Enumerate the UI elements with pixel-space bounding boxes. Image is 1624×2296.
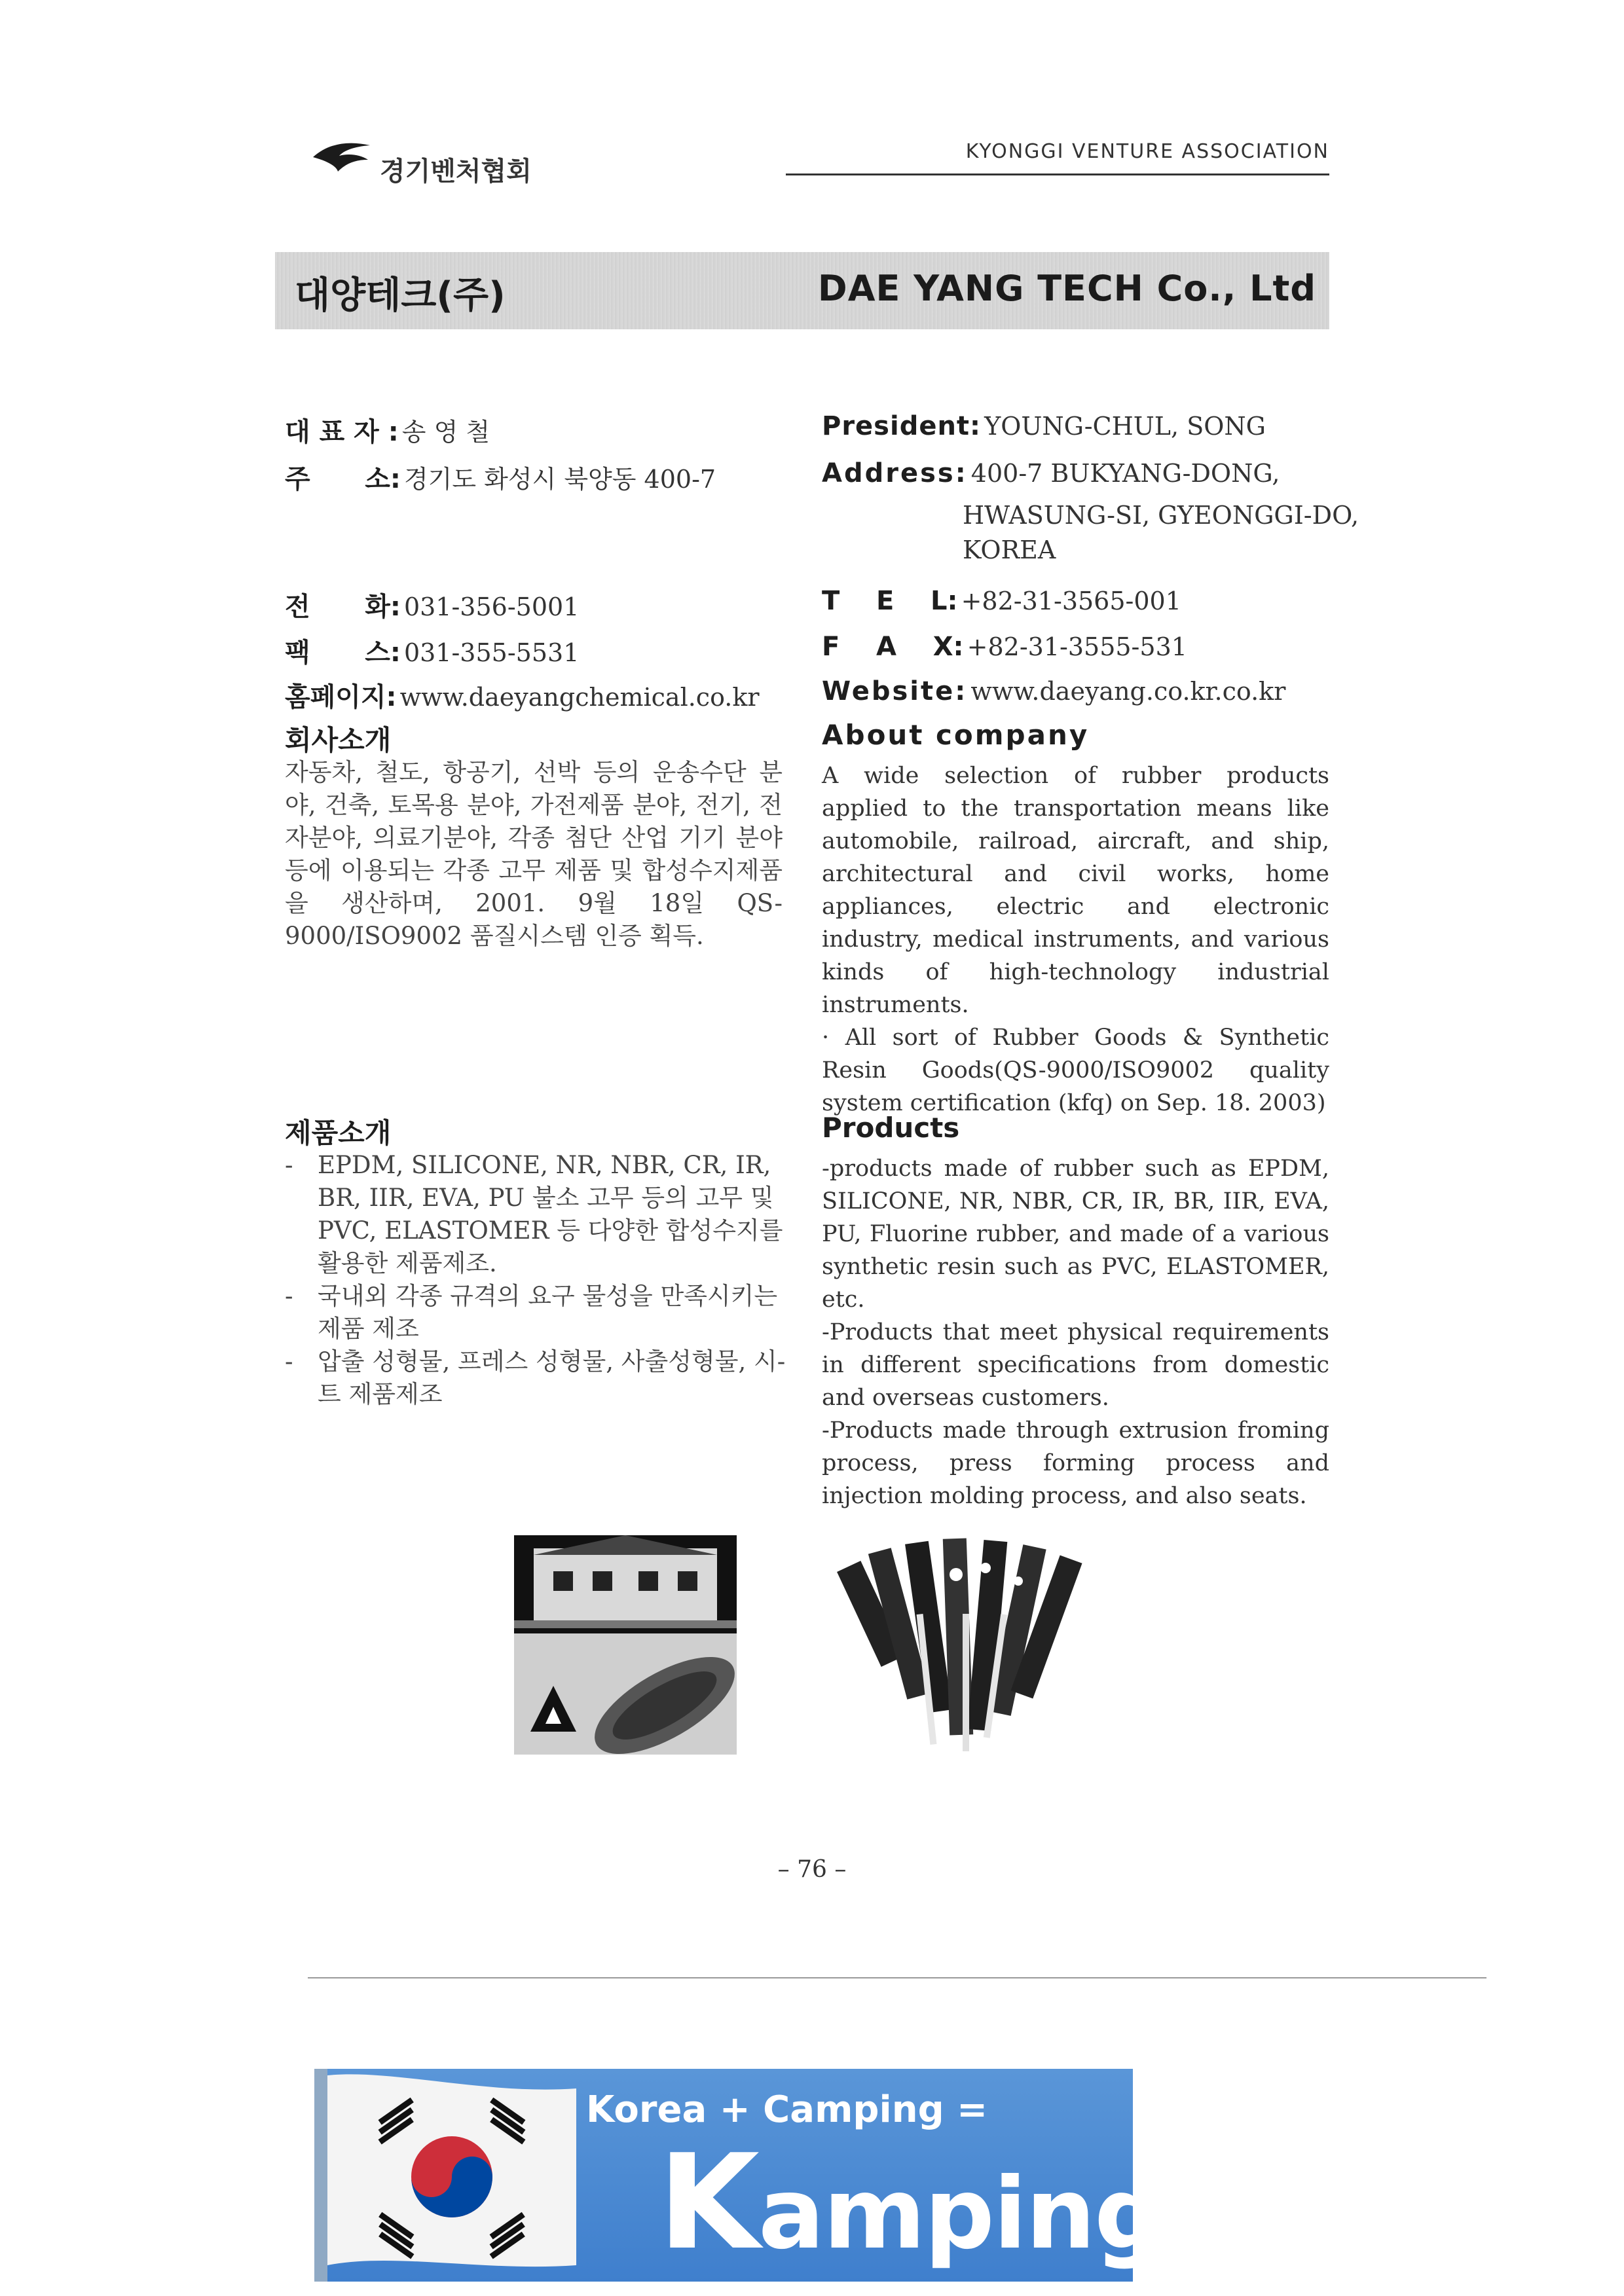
ceo-label: 대 표 자 :: [285, 417, 399, 447]
address-label-en: Address:: [822, 458, 968, 488]
products-list-ko: [285, 1149, 789, 1411]
product-item-en: -Products that meet physical requirements in different specifications from domestic and overseas customers.: [822, 1319, 1329, 1411]
about-paragraph-en-2: · All sort of Rubber Goods & Synthetic Resin Goods(QS-9000/ISO9002 quality system certification (kfq) on Sep. 18. 2003): [822, 1025, 1329, 1116]
company-name-english: DAE YANG TECH Co., Ltd: [817, 268, 1316, 309]
banner-brand-tld: .co.kr: [1163, 2212, 1285, 2257]
fax-row-en: [822, 632, 1187, 662]
swallow-logo-icon: [308, 131, 380, 190]
homepage-value-ko: www.daeyangchemical.co.kr: [399, 683, 760, 712]
address-line3-en: KOREA: [963, 536, 1056, 564]
tel-row-en: [822, 586, 1181, 616]
association-name: KYONGGI VENTURE ASSOCIATION: [965, 140, 1329, 163]
website-label-en: Website:: [822, 676, 968, 706]
company-name-korean: 대양테크(주): [295, 274, 506, 317]
header-rule: [786, 173, 1329, 175]
about-body-ko: [285, 756, 783, 953]
address-row-ko: [285, 458, 716, 496]
address-line1-en: 400-7 BUKYANG-DONG,: [970, 459, 1280, 488]
banner-tagline: Korea + Camping =: [586, 2088, 988, 2131]
kamping-banner[interactable]: [314, 2069, 1285, 2282]
phone-value-ko: 031-356-5001: [403, 592, 580, 621]
about-paragraph-ko: 자동차, 철도, 항공기, 선박 등의 운송수단 분야, 건축, 토목용 분야, 가전제품 분야, 전기, 전자분야, 의료기분야, 각종 첨단 산업 기기 분야 등에 이용되는 각종 고무 제품 및 합성수지제품을 생산하며, 2001. 9월 18일 QS-9000/ISO9002 품질시스템 인증 획득.: [285, 758, 783, 950]
fax-value-ko: 031-355-5531: [403, 638, 580, 667]
president-value: YOUNG-CHUL, SONG: [984, 412, 1266, 441]
fax-value-en: +82-31-3555-531: [967, 632, 1187, 661]
product-item-en: -products made of rubber such as EPDM, SILICONE, NR, NBR, CR, IR, BR, IIR, EVA, PU, Fluorine rubber, and made of a various synthetic resin such as PVC, ELASTOMER, etc.: [822, 1156, 1329, 1313]
banner-brand-rest: amping: [758, 2157, 1164, 2271]
address-line2-en: HWASUNG-SI, GYEONGGI-DO,: [963, 501, 1359, 530]
logo-text: 경기벤처협회: [380, 156, 532, 187]
phone-label-ko: 전 화:: [285, 592, 401, 622]
product-photo-building: [514, 1535, 737, 1755]
fax-row-ko: [285, 632, 579, 669]
page-number: – 76 –: [777, 1856, 847, 1883]
products-list-en: [822, 1152, 1329, 1512]
product-item-en: -Products made through extrusion froming process, press forming process and injection molding process, and also seats.: [822, 1417, 1329, 1509]
president-label: President:: [822, 411, 982, 441]
banner-brand-initial: K: [658, 2126, 758, 2279]
phone-row-ko: [285, 586, 579, 623]
product-photo-rubber-rods: [851, 1535, 1087, 1755]
website-value-en: www.daeyang.co.kr.co.kr: [970, 677, 1286, 706]
ceo-value: 송 영 철: [401, 418, 490, 446]
fax-label-ko: 팩 스:: [285, 638, 401, 668]
banner-brand: [658, 2126, 1285, 2290]
address-value-ko: 경기도 화성시 북양동 400-7: [403, 465, 716, 494]
ceo-row: [285, 411, 490, 448]
fax-label-en: F A X:: [822, 632, 964, 662]
homepage-row-ko: [285, 676, 760, 714]
about-heading-en: About company: [822, 719, 1090, 751]
product-item-ko: - EPDM, SILICONE, NR, NBR, CR, IR, BR, IIR, EVA, PU 불소 고무 등의 고무 및 PVC, ELASTOMER 등 다양한 합성수지를 활용한 제품제조.: [285, 1151, 783, 1277]
products-heading-en: Products: [822, 1112, 960, 1144]
tel-value-en: +82-31-3565-001: [961, 587, 1181, 615]
about-paragraph-en: A wide selection of rubber products applied to the transportation means like automobile, railroad, aircraft, and ship, architectural and civil works, home appliances, electric and electronic industry, medical instruments, and various kinds of high-technology industrial instruments.: [822, 763, 1329, 1018]
tel-label-en: T E L:: [822, 586, 958, 616]
association-logo: [308, 131, 583, 190]
products-heading-ko: 제품소개: [285, 1117, 392, 1149]
company-title-band: [275, 252, 1329, 329]
korean-flag-icon: [314, 2069, 589, 2282]
about-heading-ko: 회사소개: [285, 724, 392, 756]
about-body-en: [822, 759, 1329, 1120]
address-label-ko: 주 소:: [285, 464, 401, 494]
president-row: [822, 411, 1266, 441]
product-item-ko: - 국내외 각종 규격의 요구 물성을 만족시키는 제품 제조: [285, 1282, 778, 1343]
homepage-label-ko: 홈페이지:: [285, 682, 397, 712]
website-row-en: [822, 676, 1285, 706]
address-row-en: [822, 458, 1280, 488]
footer-rule: [308, 1977, 1486, 1978]
product-item-ko: - 압출 성형물, 프레스 성형물, 사출성형물, 시-트 제품제조: [285, 1347, 786, 1408]
